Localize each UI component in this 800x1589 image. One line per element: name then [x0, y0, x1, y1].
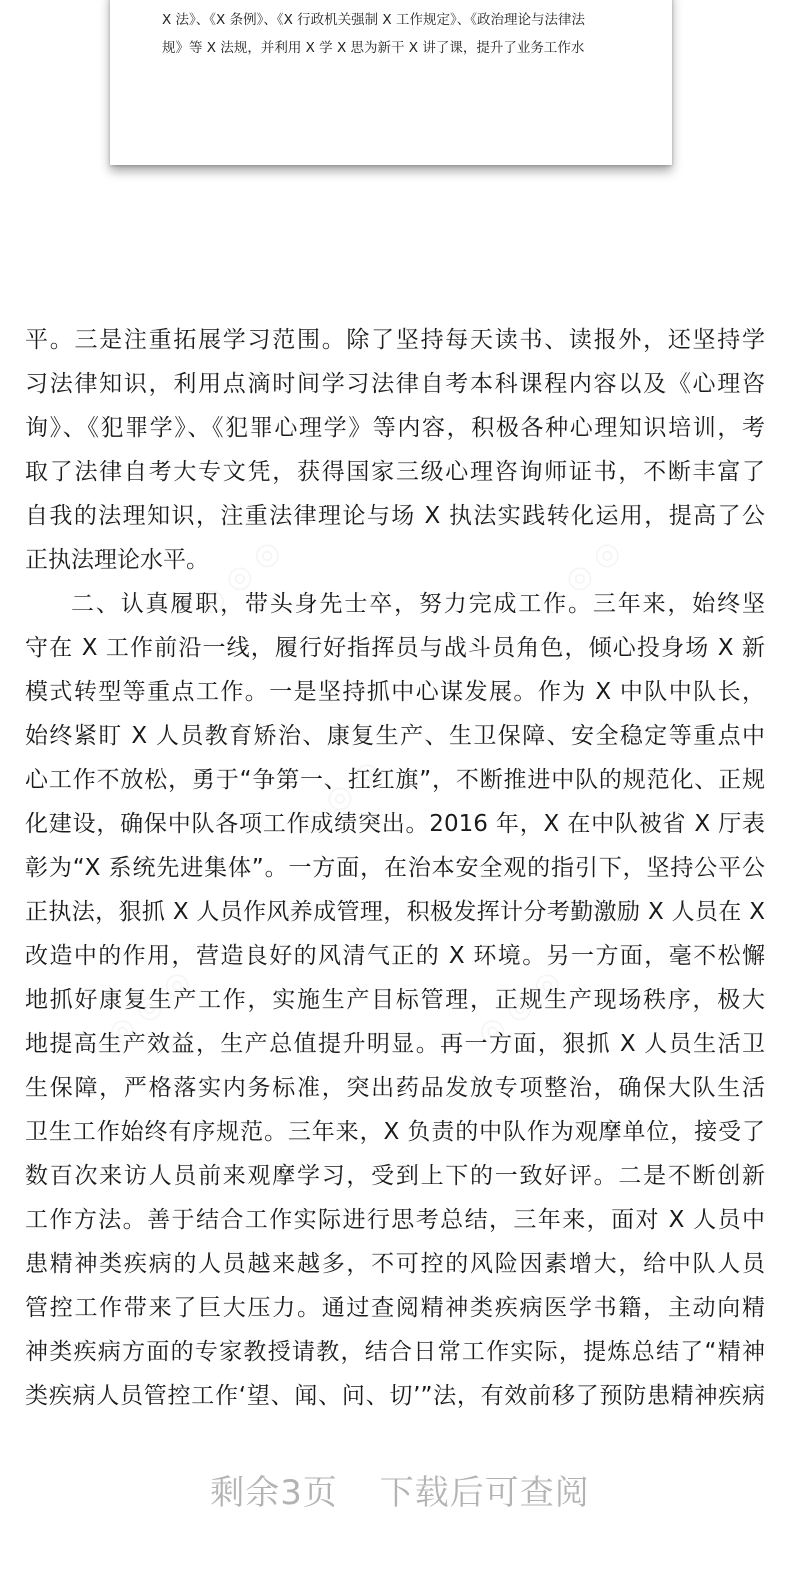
body-line: 地提高生产效益，生产总值提升明显。再一方面，狠抓 X 人员生活卫	[25, 1031, 765, 1057]
preview-line: X 法》、《X 条例》、《X 行政机关强制 X 工作规定》、《政治理论与法律法	[162, 12, 585, 28]
body-line: 数百次来访人员前来观摩学习，受到上下的一致好评。二是不断创新	[25, 1163, 765, 1189]
body-line: 彰为“X 系统先进集体”。一方面，在治本安全观的指引下，坚持公平公	[25, 855, 765, 881]
body-line: 化建设，确保中队各项工作成绩突出。2016 年，X 在中队被省 X 厅表	[25, 811, 765, 837]
body-line: 正执法理论水平。	[25, 547, 209, 573]
download-to-view-label[interactable]: 下载后可查阅	[379, 1473, 590, 1513]
body-line: 正执法，狠抓 X 人员作风养成管理，积极发挥计分考勤激励 X 人员在 X	[25, 899, 765, 925]
preview-line: 规》等 X 法规，并利用 X 学 X 思为新干 X 讲了课，提升了业务工作水	[162, 40, 585, 56]
preview-line	[162, 0, 581, 1]
body-line: 管控工作带来了巨大压力。通过查阅精神类疾病医学书籍，主动向精	[25, 1295, 765, 1321]
body-line: 生保障，严格落实内务标准，突出药品发放专项整治，确保大队生活	[25, 1075, 765, 1101]
body-line: 心工作不放松，勇于“争第一、扛红旗”，不断推进中队的规范化、正规	[25, 767, 765, 793]
body-line: 询》、《犯罪学》、《犯罪心理学》等内容，积极各种心理知识培训，考	[25, 415, 765, 441]
body-line: 工作方法。善于结合工作实际进行思考总结，三年来，面对 X 人员中	[25, 1207, 765, 1233]
body-line: 二、认真履职，带头身先士卒，努力完成工作。三年来，始终坚	[71, 591, 765, 617]
body-line: 习法律知识，利用点滴时间学习法律自考本科课程内容以及《心理咨	[25, 371, 765, 397]
body-line: 取了法律自考大专文凭，获得国家三级心理咨询师证书，不断丰富了	[25, 459, 765, 485]
body-line: 患精神类疾病的人员越来越多，不可控的风险因素增大，给中队人员	[25, 1251, 765, 1277]
body-line: 模式转型等重点工作。一是坚持抓中心谋发展。作为 X 中队中队长，	[25, 679, 765, 705]
body-line: 卫生工作始终有序规范。三年来，X 负责的中队作为观摩单位，接受了	[25, 1119, 765, 1145]
body-line: 守在 X 工作前沿一线，履行好指挥员与战斗员角色，倾心投身场 X 新	[25, 635, 765, 661]
download-prompt[interactable]	[0, 1465, 800, 1514]
body-line: 平。三是注重拓展学习范围。除了坚持每天读书、读报外，还坚持学	[25, 327, 765, 353]
body-line: 自我的法理知识，注重法律理论与场 X 执法实践转化运用，提高了公	[25, 503, 765, 529]
body-line: 类疾病人员管控工作‘望、闻、问、切’”法，有效前移了预防患精神疾病	[25, 1383, 765, 1409]
body-line: 神类疾病方面的专家教授请教，结合日常工作实际，提炼总结了“精神	[25, 1339, 765, 1365]
document-preview-card	[110, 0, 672, 165]
body-line: 地抓好康复生产工作，实施生产目标管理，正规生产现场秩序，极大	[25, 987, 765, 1013]
body-line: 始终紧盯 X 人员教育矫治、康复生产、生卫保障、安全稳定等重点中	[25, 723, 765, 749]
body-line: 改造中的作用，营造良好的风清气正的 X 环境。另一方面，毫不松懈	[25, 943, 765, 969]
remaining-pages-label: 剩余3页	[210, 1473, 338, 1513]
